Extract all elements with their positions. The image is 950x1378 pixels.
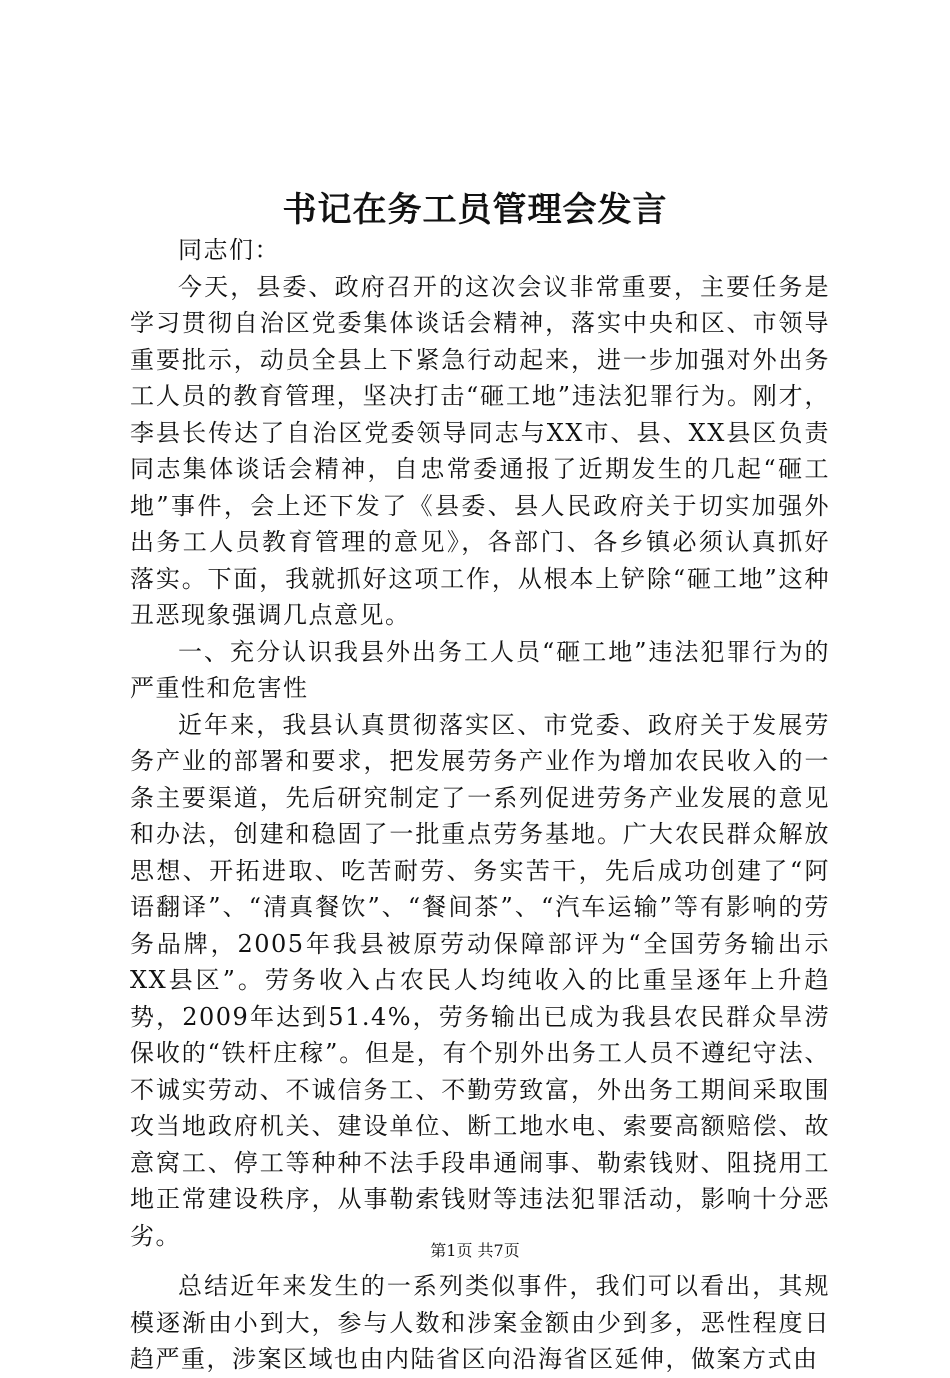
- body-paragraph: 近年来，我县认真贯彻落实区、市党委、政府关于发展劳务产业的部署和要求，把发展劳务产业作为增加农民收入的一条主要渠道，先后研究制定了一系列促进劳务产业发展的意见和办法，创建和稳固了一批重点劳务基地。广大农民群众解放思想、开拓进取、吃苦耐劳、务实苦干，先后成功创建了“阿语翻译”、“清真餐饮”、“餐间茶”、“汽车运输”等有影响的劳务品牌，2005年我县被原劳动保障部评为“全国劳务输出示XX县区”。劳务收入占农民人均纯收入的比重呈逐年上升趋势，2009年达到51.4%，劳务输出已成为我县农民群众旱涝保收的“铁杆庄稼”。但是，有个别外出务工人员不遵纪守法、不诚实劳动、不诚信务工、不勤劳致富，外出务工期间采取围攻当地政府机关、建设单位、断工地水电、索要高额赔偿、故意窝工、停工等种种不法手段串通闹事、勒索钱财、阻挠用工地正常建设秩序，从事勒索钱财等违法犯罪活动，影响十分恶劣。: [130, 710, 830, 1250]
- body-paragraph: 今天，县委、政府召开的这次会议非常重要，主要任务是学习贯彻自治区党委集体谈话会精神，落实中央和区、市领导重要批示，动员全县上下紧急行动起来，进一步加强对外出务工人员的教育管理，坚决打击“砸工地”违法犯罪行为。刚才，李县长传达了自治区党委领导同志与XX市、县、XX县区负责同志集体谈话会精神，自忠常委通报了近期发生的几起“砸工地”事件，会上还下发了《县委、县人民政府关于切实加强外出务工人员教育管理的意见》，各部门、各乡镇必须认真抓好落实。下面，我就抓好这项工作，从根本上铲除“砸工地”这种丑恶现象强调几点意见。: [130, 272, 830, 629]
- page-number-footer: 第1页 共7页: [430, 1241, 520, 1260]
- section-heading: 一、充分认识我县外出务工人员“砸工地”违法犯罪行为的严重性和危害性: [130, 637, 830, 702]
- document-title: 书记在务工员管理会发言: [282, 190, 668, 230]
- body-paragraph: 总结近年来发生的一系列类似事件，我们可以看出，其规模逐渐由小到大，参与人数和涉案金额由少到多，恶性程度日趋严重，涉案区域也由内陆省区向沿海省区延伸，做案方式由: [130, 1272, 830, 1373]
- document-body: [130, 232, 830, 1378]
- salutation-paragraph: 同志们：: [178, 236, 280, 264]
